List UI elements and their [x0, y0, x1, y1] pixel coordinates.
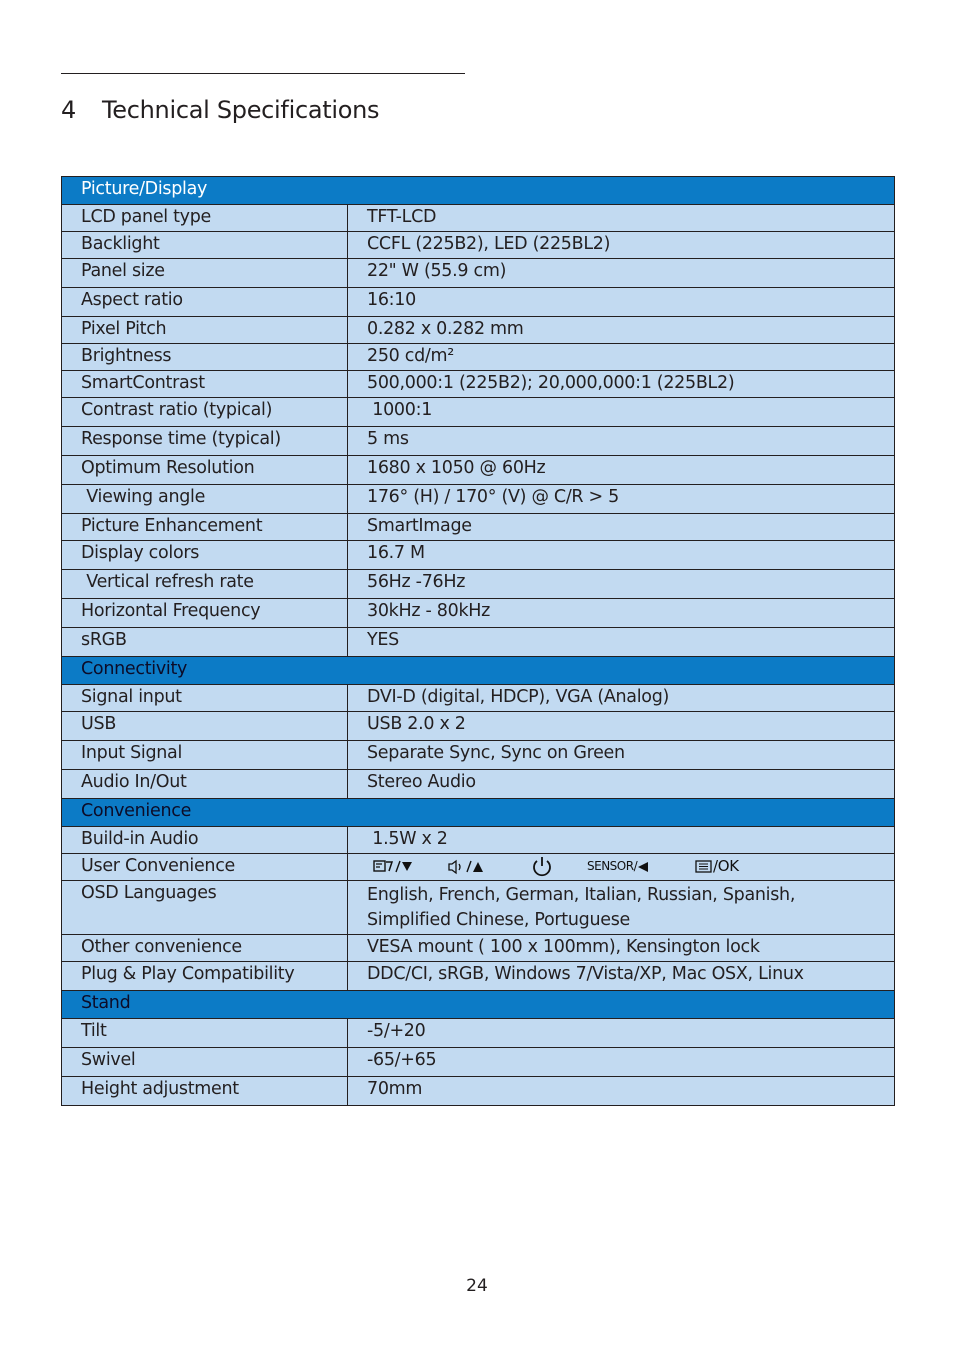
spec-label: Audio In/Out — [62, 770, 348, 799]
spec-value: DVI-D (digital, HDCP), VGA (Analog) — [348, 685, 895, 712]
spec-label: USB — [62, 712, 348, 741]
sensor-left-icon — [587, 855, 695, 877]
table-row — [62, 827, 895, 854]
spec-value: -65/+65 — [348, 1048, 895, 1077]
spec-value: 56Hz -76Hz — [348, 570, 895, 599]
spec-value: 70mm — [348, 1077, 895, 1106]
sensor-label: SENSOR/ — [587, 859, 638, 873]
spec-label: Contrast ratio (typical) — [62, 398, 348, 427]
top-rule — [61, 73, 465, 74]
spec-value: TFT-LCD — [348, 205, 895, 232]
table-row — [62, 1019, 895, 1048]
spec-label: Panel size — [62, 259, 348, 288]
spec-label: SmartContrast — [62, 371, 348, 398]
table-row — [62, 628, 895, 657]
spec-label: Response time (typical) — [62, 427, 348, 456]
spec-value: YES — [348, 628, 895, 657]
table-row — [62, 427, 895, 456]
section-title: Technical Specifications — [102, 96, 380, 124]
section-title: Convenience — [62, 799, 895, 827]
spec-label: Horizontal Frequency — [62, 599, 348, 628]
table-row — [62, 854, 895, 881]
specifications-table — [61, 176, 895, 1106]
spec-label: Height adjustment — [62, 1077, 348, 1106]
spec-value: -5/+20 — [348, 1019, 895, 1048]
spec-value: 5 ms — [348, 427, 895, 456]
spec-value: 250 cd/m² — [348, 344, 895, 371]
spec-label: LCD panel type — [62, 205, 348, 232]
page-number: 24 — [466, 1276, 488, 1296]
table-row — [62, 259, 895, 288]
spec-value — [348, 881, 895, 935]
page-title — [61, 96, 379, 124]
spec-value: 176° (H) / 170° (V) @ C/R > 5 — [348, 485, 895, 514]
table-row — [62, 881, 895, 935]
section-header-connectivity — [62, 657, 895, 685]
spec-label: Viewing angle — [62, 485, 348, 514]
smartimage-down-icon — [373, 855, 447, 877]
spec-label: Swivel — [62, 1048, 348, 1077]
spec-value-line: Simplified Chinese, Portuguese — [367, 910, 630, 930]
spec-value: 0.282 x 0.282 mm — [348, 317, 895, 344]
spec-label: Plug & Play Compatibility — [62, 962, 348, 991]
table-row — [62, 935, 895, 962]
spec-value: 16.7 M — [348, 541, 895, 570]
spec-value: SmartImage — [348, 514, 895, 541]
section-header-stand — [62, 991, 895, 1019]
spec-label: Build-in Audio — [62, 827, 348, 854]
section-title: Stand — [62, 991, 895, 1019]
spec-value: 30kHz - 80kHz — [348, 599, 895, 628]
spec-value-line: English, French, German, Italian, Russian, Spanish, — [367, 885, 796, 905]
table-row — [62, 232, 895, 259]
spec-value: 1680 x 1050 @ 60Hz — [348, 456, 895, 485]
section-number: 4 — [61, 96, 76, 124]
spec-value: 500,000:1 (225B2); 20,000,000:1 (225BL2) — [348, 371, 895, 398]
table-row — [62, 371, 895, 398]
spec-value: DDC/CI, sRGB, Windows 7/Vista/XP, Mac OSX, Linux — [348, 962, 895, 991]
spec-label: Input Signal — [62, 741, 348, 770]
spec-label: Pixel Pitch — [62, 317, 348, 344]
ok-label: /OK — [713, 857, 739, 875]
table-row — [62, 770, 895, 799]
table-row — [62, 317, 895, 344]
menu-ok-icon — [695, 855, 739, 877]
table-row — [62, 599, 895, 628]
spec-value: Separate Sync, Sync on Green — [348, 741, 895, 770]
spec-value: 1.5W x 2 — [348, 827, 895, 854]
section-header-convenience — [62, 799, 895, 827]
spec-value: USB 2.0 x 2 — [348, 712, 895, 741]
spec-label: Signal input — [62, 685, 348, 712]
spec-label: OSD Languages — [62, 881, 348, 935]
spec-value — [348, 854, 895, 881]
spec-label: Tilt — [62, 1019, 348, 1048]
volume-up-icon — [447, 855, 531, 877]
table-row — [62, 485, 895, 514]
table-row — [62, 541, 895, 570]
spec-label: Display colors — [62, 541, 348, 570]
spec-label: Other convenience — [62, 935, 348, 962]
table-row — [62, 205, 895, 232]
user-convenience-icons — [373, 855, 894, 877]
table-row — [62, 712, 895, 741]
table-row — [62, 288, 895, 317]
table-row — [62, 685, 895, 712]
spec-label: Optimum Resolution — [62, 456, 348, 485]
spec-label: Aspect ratio — [62, 288, 348, 317]
spec-value: 1000:1 — [348, 398, 895, 427]
spec-value: Stereo Audio — [348, 770, 895, 799]
section-title: Picture/Display — [62, 177, 895, 205]
spec-label: Vertical refresh rate — [62, 570, 348, 599]
spec-label: User Convenience — [62, 854, 348, 881]
spec-value: VESA mount ( 100 x 100mm), Kensington lock — [348, 935, 895, 962]
table-row — [62, 514, 895, 541]
table-row — [62, 962, 895, 991]
table-row — [62, 456, 895, 485]
table-row — [62, 398, 895, 427]
section-header-picture-display — [62, 177, 895, 205]
spec-value: 16:10 — [348, 288, 895, 317]
section-title: Connectivity — [62, 657, 895, 685]
spec-value: 22" W (55.9 cm) — [348, 259, 895, 288]
spec-label: Picture Enhancement — [62, 514, 348, 541]
spec-label: Brightness — [62, 344, 348, 371]
spec-value: CCFL (225B2), LED (225BL2) — [348, 232, 895, 259]
table-row — [62, 741, 895, 770]
spec-label: sRGB — [62, 628, 348, 657]
spec-label: Backlight — [62, 232, 348, 259]
table-row — [62, 570, 895, 599]
table-row — [62, 1077, 895, 1106]
power-icon — [531, 855, 587, 878]
table-row — [62, 1048, 895, 1077]
table-row — [62, 344, 895, 371]
